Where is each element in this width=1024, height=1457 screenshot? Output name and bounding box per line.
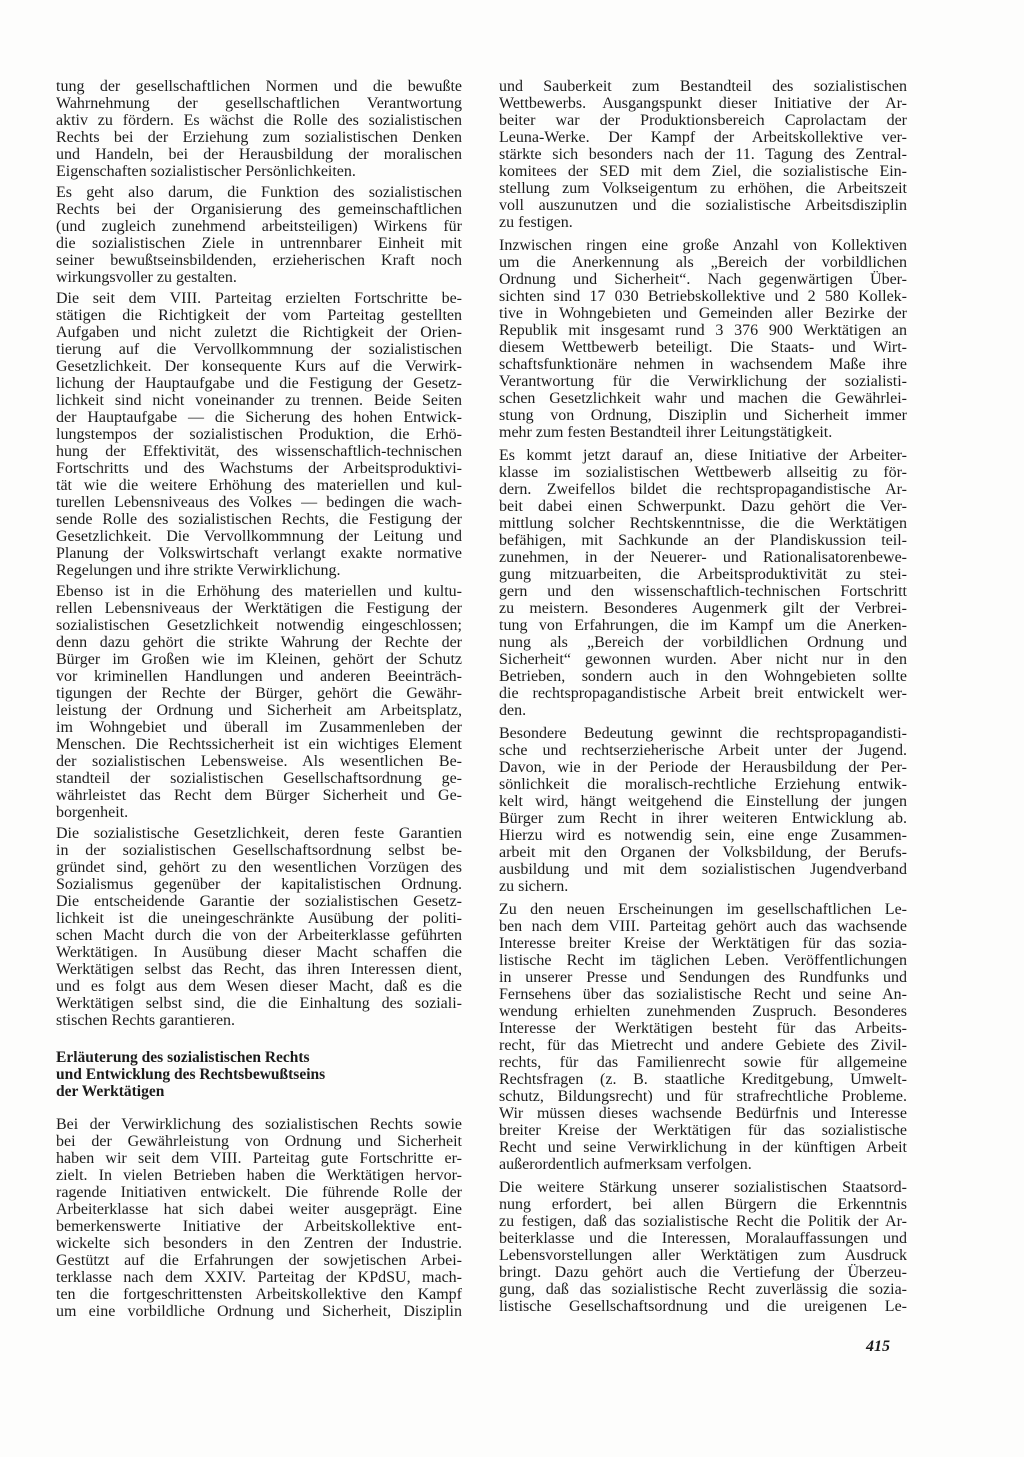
text-line: tung der gesellschaftlichen Normen und die bewußte — [56, 78, 462, 95]
text-line: Besondere Bedeutung gewinnt die rechtspropagandisti- — [499, 725, 907, 742]
text-line: seiner bewußtseinsbildenden, erzieherischen Kraft noch — [56, 252, 462, 269]
text-line: die rechtspropagandistische Arbeit breit entwickelt wer- — [499, 685, 907, 702]
text-line: in unserer Presse und Sendungen des Rundfunks und — [499, 969, 907, 986]
text-line: beiterklasse und die Interessen, Moralauffassungen und — [499, 1230, 907, 1247]
text-line: stätigen die Richtigkeit der vom Parteitag gestellten — [56, 307, 462, 324]
heading-line: der Werktätigen — [56, 1083, 165, 1100]
text-line: Lebensvorstellungen aller Werktätigen zum Ausdruck — [499, 1247, 907, 1264]
text-line: Rechts bei der Erziehung zum sozialistischen Denken — [56, 129, 462, 146]
text-line: gern und den wissenschaftlich-technischen Fortschritt — [499, 583, 907, 600]
text-line: vor kriminellen Handlungen und anderen Beeinträch- — [56, 668, 462, 685]
paragraph — [56, 184, 462, 286]
text-line: Planung der Volkswirtschaft verlangt exakte normative — [56, 545, 462, 562]
text-line: der Hauptaufgabe — die Sicherung des hohen Entwick- — [56, 409, 462, 426]
text-line: beiter war der Produktionsbereich Caprolactam der — [499, 112, 907, 129]
text-line: wendung erhielten zunehmenden Zuspruch. Besonderes — [499, 1003, 907, 1020]
text-line: gründet sind, gehört zu den wesentlichen Vorzügen des — [56, 859, 462, 876]
text-line: Inzwischen ringen eine große Anzahl von Kollektiven — [499, 237, 907, 254]
text-line: Betrieben, sondern auch in den Wohngebieten sollte — [499, 668, 907, 685]
text-line: Ebenso ist in die Erhöhung des materiellen und kultu- — [56, 583, 462, 600]
text-line: Leuna-Werke. Der Kampf der Arbeitskollektive ver- — [499, 129, 907, 146]
paragraph — [56, 290, 462, 579]
text-line: Werktätigen selbst das Recht, das ihren Interessen dient, — [56, 961, 462, 978]
section-heading — [56, 1049, 462, 1100]
paragraph — [499, 1179, 907, 1315]
text-line: sende Rolle des sozialistischen Rechts, die Festigung der — [56, 511, 462, 528]
text-line: denn dazu gehört die strikte Wahrung der Rechte der — [56, 634, 462, 651]
text-line: ragende Initiativen entwickelt. Die führende Rolle der — [56, 1184, 462, 1201]
text-line: und Sauberkeit zum Bestandteil des sozialistischen — [499, 78, 907, 95]
text-line: Die sozialistische Gesetzlichkeit, deren feste Garantien — [56, 825, 462, 842]
right-text-column — [499, 78, 907, 1315]
text-line: schen Gesetzlichkeit wahr und machen die Gewährlei- — [499, 390, 907, 407]
text-line: Gesetzlichkeit. Die Vervollkommnung der Leitung und — [56, 528, 462, 545]
text-line: Wir müssen dieses wachsende Bedürfnis und Interesse — [499, 1105, 907, 1122]
paragraph — [499, 237, 907, 441]
text-line: rellen Lebensniveaus der Werktätigen die Festigung der — [56, 600, 462, 617]
text-line: Verantwortung für die Verwirklichung der sozialisti- — [499, 373, 907, 390]
text-line: den. — [499, 702, 527, 719]
text-line: Interesse der Werktätigen besteht für das Arbeits- — [499, 1020, 907, 1037]
text-line: recht, für das Mietrecht und andere Gebiete des Zivil- — [499, 1037, 907, 1054]
page-number: 415 — [866, 1338, 890, 1355]
text-line: außerordentlich aufmerksam verfolgen. — [499, 1156, 752, 1173]
text-line: bemerkenswerte Initiative der Arbeitskollektive ent- — [56, 1218, 462, 1235]
text-line: gung mitzuarbeiten, die Arbeitsproduktivität zu stei- — [499, 566, 907, 583]
text-line: schaftsfunktionäre nehmen in wachsendem Maße ihre — [499, 356, 907, 373]
paragraph — [56, 78, 462, 180]
text-line: zu festigen. — [499, 214, 573, 231]
text-line: zunehmen, in der Neuerer- und Rationalisatorenbewe- — [499, 549, 907, 566]
text-line: stärkte sich besonders nach der 11. Tagung des Zentral- — [499, 146, 907, 163]
text-line: in der sozialistischen Gesellschaftsordnung selbst be- — [56, 842, 462, 859]
text-line: schen Macht durch die von der Arbeiterklasse geführten — [56, 927, 462, 944]
text-line: die sozialistischen Ziele in untrennbarer Einheit mit — [56, 235, 462, 252]
text-line: Es geht also darum, die Funktion des sozialistischen — [56, 184, 462, 201]
text-line: tung von Erfahrungen, die im Kampf um die Anerken- — [499, 617, 907, 634]
text-line: voll auszunutzen und die sozialistische Arbeitsdisziplin — [499, 197, 907, 214]
text-line: Interesse breiter Kreise der Werktätigen für das sozia- — [499, 935, 907, 952]
text-line: zielt. In vielen Betrieben haben die Werktätigen hervor- — [56, 1167, 462, 1184]
text-line: rechts, für das Familienrecht sowie für allgemeine — [499, 1054, 907, 1071]
paragraph — [499, 725, 907, 895]
text-line: um eine vorbildliche Ordnung und Sicherheit, Disziplin — [56, 1303, 462, 1320]
paragraph — [499, 901, 907, 1173]
text-line: Werktätigen selbst sind, die die Einhaltung des soziali- — [56, 995, 462, 1012]
paragraph — [56, 825, 462, 1029]
text-line: (und zugleich zunehmend arbeitsteiligen) Wirkens für — [56, 218, 462, 235]
text-line: zu festigen, daß das sozialistische Recht die Politik der Ar- — [499, 1213, 907, 1230]
text-line: hung der Effektivität, des wissenschaftlich-technischen — [56, 443, 462, 460]
text-line: sönlichkeit die moralisch-rechtliche Erziehung entwik- — [499, 776, 907, 793]
text-line: sichten sind 17 030 Betriebskollektive und 2 580 Kollek- — [499, 288, 907, 305]
text-line: zu sichern. — [499, 878, 569, 895]
text-line: stellung zum Volkseigentum zu erhöhen, die Arbeitszeit — [499, 180, 907, 197]
text-line: ten die fortgeschrittensten Arbeitskollektive den Kampf — [56, 1286, 462, 1303]
text-line: Gestützt auf die Erfahrungen der sowjetischen Arbei- — [56, 1252, 462, 1269]
text-line: Sozialismus gegenüber der kapitalistischen Ordnung. — [56, 876, 462, 893]
text-line: Rechtsfragen (z. B. staatliche Kreditgebung, Umwelt- — [499, 1071, 907, 1088]
text-line: beit dabei einen Schwerpunkt. Dazu gehört die Ver- — [499, 498, 907, 515]
text-line: lichkeit ist die uneingeschränkte Ausübung der politi- — [56, 910, 462, 927]
text-line: listische Gesellschaftsordnung und die ureigenen Le- — [499, 1298, 907, 1315]
text-line: lungstempos der sozialistischen Produktion, die Erhö- — [56, 426, 462, 443]
text-line: Ordnung und Sicherheit“. Nach gegenwärtigen Über- — [499, 271, 907, 288]
text-line: bei der Gewährleistung von Ordnung und Sicherheit — [56, 1133, 462, 1150]
paragraph — [56, 583, 462, 821]
text-line: mittlung solcher Rechtskenntnisse, die die Werktätigen — [499, 515, 907, 532]
text-line: Bei der Verwirklichung des sozialistischen Rechts sowie — [56, 1116, 462, 1133]
text-line: gung, daß das sozialistische Recht zuverlässig die sozia- — [499, 1281, 907, 1298]
text-line: wickelte sich besonders in den Zentren der Industrie. — [56, 1235, 462, 1252]
text-line: sche und rechtserzieherische Arbeit unter der Jugend. — [499, 742, 907, 759]
text-line: stung von Ordnung, Disziplin und Sicherheit immer — [499, 407, 907, 424]
text-line: Eigenschaften sozialistischer Persönlichkeiten. — [56, 163, 356, 180]
text-line: stischen Rechts garantieren. — [56, 1012, 236, 1029]
heading-line: und Entwicklung des Rechtsbewußtseins — [56, 1066, 326, 1083]
text-line: arbeit mit den Organen der Volksbildung, der Berufs- — [499, 844, 907, 861]
text-line: ausbildung und mit dem sozialistischen Jugendverband — [499, 861, 907, 878]
text-line: und Handeln, bei der Herausbildung der moralischen — [56, 146, 462, 163]
text-line: lichkeit sind nicht voneinander zu trennen. Beide Seiten — [56, 392, 462, 409]
paragraph — [499, 447, 907, 719]
text-line: lichung der Hauptaufgabe und die Festigung der Gesetz- — [56, 375, 462, 392]
text-line: Zu den neuen Erscheinungen im gesellschaftlichen Le- — [499, 901, 907, 918]
paragraph — [499, 78, 907, 231]
text-line: borgenheit. — [56, 804, 129, 821]
text-line: zu meistern. Besonderes Augenmerk gilt der Verbrei- — [499, 600, 907, 617]
text-line: tigungen der Rechte der Bürger, gehört die Gewähr- — [56, 685, 462, 702]
text-line: terklasse nach dem XXIV. Parteitag der KPdSU, mach- — [56, 1269, 462, 1286]
text-line: Aufgaben und nicht zuletzt die Richtigkeit der Orien- — [56, 324, 462, 341]
text-line: haben wir seit dem VIII. Parteitag gute Fortschritte er- — [56, 1150, 462, 1167]
text-line: Hierzu wird es notwendig sein, eine enge Zusammen- — [499, 827, 907, 844]
text-line: und es folgt aus dem Wesen dieser Macht, daß es die — [56, 978, 462, 995]
text-line: tät wie die weitere Erhöhung des materiellen und kul- — [56, 477, 462, 494]
text-line: Menschen. Die Rechtssicherheit ist ein wichtiges Element — [56, 736, 462, 753]
text-line: schutz, Bildungsrecht) und für strafrechtliche Probleme. — [499, 1088, 907, 1105]
text-line: sozialistischen Gesetzlichkeit notwendig eingeschlossen; — [56, 617, 462, 634]
text-line: breiter Kreise der Werktätigen für das sozialistische — [499, 1122, 907, 1139]
text-line: Arbeiterklasse hat sich dabei weiter ausgeprägt. Eine — [56, 1201, 462, 1218]
text-line: nung als „Bereich der vorbildlichen Ordnung und — [499, 634, 907, 651]
text-line: Republik mit insgesamt rund 3 376 900 Werktätigen an — [499, 322, 907, 339]
text-line: Rechts bei der Organisierung des gemeinschaftlichen — [56, 201, 462, 218]
text-line: Die weitere Stärkung unserer sozialistischen Staatsord- — [499, 1179, 907, 1196]
text-line: bringt. Dazu gehört auch die Vertiefung der Überzeu- — [499, 1264, 907, 1281]
text-line: turellen Lebensniveaus des Volkes — bedingen die wach- — [56, 494, 462, 511]
text-line: währleistet das Recht dem Bürger Sicherheit und Ge- — [56, 787, 462, 804]
text-line: Fortschritts und des Wachstums der Arbeitsproduktivi- — [56, 460, 462, 477]
text-line: leistung der Ordnung und Sicherheit am Arbeitsplatz, — [56, 702, 462, 719]
text-line: aktiv zu fördern. Es wächst die Rolle des sozialistischen — [56, 112, 462, 129]
text-line: tive in Wohngebieten und Gemeinden aller Bezirke der — [499, 305, 907, 322]
text-line: komitees der SED mit dem Ziel, die sozialistische Ein- — [499, 163, 907, 180]
text-line: Die seit dem VIII. Parteitag erzielten Fortschritte be- — [56, 290, 462, 307]
text-line: Recht und seine Verwirklichung in der künftigen Arbeit — [499, 1139, 907, 1156]
text-line: listische Recht im täglichen Leben. Veröffentlichungen — [499, 952, 907, 969]
text-line: Sicherheit“ gewonnen wurden. Aber nicht nur in den — [499, 651, 907, 668]
text-line: Gesetzlichkeit. Der konsequente Kurs auf die Verwirk- — [56, 358, 462, 375]
text-line: der sozialistischen Lebensweise. Als wesentlichen Be- — [56, 753, 462, 770]
heading-line: Erläuterung des sozialistischen Rechts — [56, 1049, 310, 1066]
text-line: befähigen, mit Sachkunde an der Plandiskussion teil- — [499, 532, 907, 549]
text-line: ben nach dem VIII. Parteitag gehört auch das wachsende — [499, 918, 907, 935]
text-line: Es kommt jetzt darauf an, diese Initiative der Arbeiter- — [499, 447, 907, 464]
text-line: Regelungen und ihre strikte Verwirklichung. — [56, 562, 341, 579]
text-line: Davon, wie in der Periode der Herausbildung der Per- — [499, 759, 907, 776]
text-line: Werktätigen. In Ausübung dieser Macht schaffen die — [56, 944, 462, 961]
text-line: Bürger zum Recht in ihrer weiteren Entwicklung ab. — [499, 810, 907, 827]
text-line: klasse im sozialistischen Wettbewerb allseitig zu för- — [499, 464, 907, 481]
text-line: wirkungsvoller zu gestalten. — [56, 269, 237, 286]
text-line: mehr zum festen Bestandteil ihrer Leitungstätigkeit. — [499, 424, 833, 441]
text-line: tierung auf die Vervollkommnung der sozialistischen — [56, 341, 462, 358]
text-line: im Wohngebiet und überall im Zusammenleben der — [56, 719, 462, 736]
left-text-column — [56, 78, 462, 1320]
text-line: Wettbewerbs. Ausgangspunkt dieser Initiative der Ar- — [499, 95, 907, 112]
paragraph — [56, 1116, 462, 1320]
text-line: kelt wird, hängt weitgehend die Einstellung der jungen — [499, 793, 907, 810]
text-line: Wahrnehmung der gesellschaftlichen Verantwortung — [56, 95, 462, 112]
text-line: Die entscheidende Garantie der sozialistischen Gesetz- — [56, 893, 462, 910]
text-line: um die Anerkennung als „Bereich der vorbildlichen — [499, 254, 907, 271]
text-line: Bürger im Großen wie im Kleinen, gehört der Schutz — [56, 651, 462, 668]
text-line: dern. Zweifellos bildet die rechtspropagandistische Ar- — [499, 481, 907, 498]
text-line: diesem Wettbewerb beteiligt. Die Staats- und Wirt- — [499, 339, 907, 356]
text-line: standteil der sozialistischen Gesellschaftsordnung ge- — [56, 770, 462, 787]
text-line: Fernsehens über das sozialistische Recht und seine An- — [499, 986, 907, 1003]
text-line: nung erfordert, bei allen Bürgern die Erkenntnis — [499, 1196, 907, 1213]
